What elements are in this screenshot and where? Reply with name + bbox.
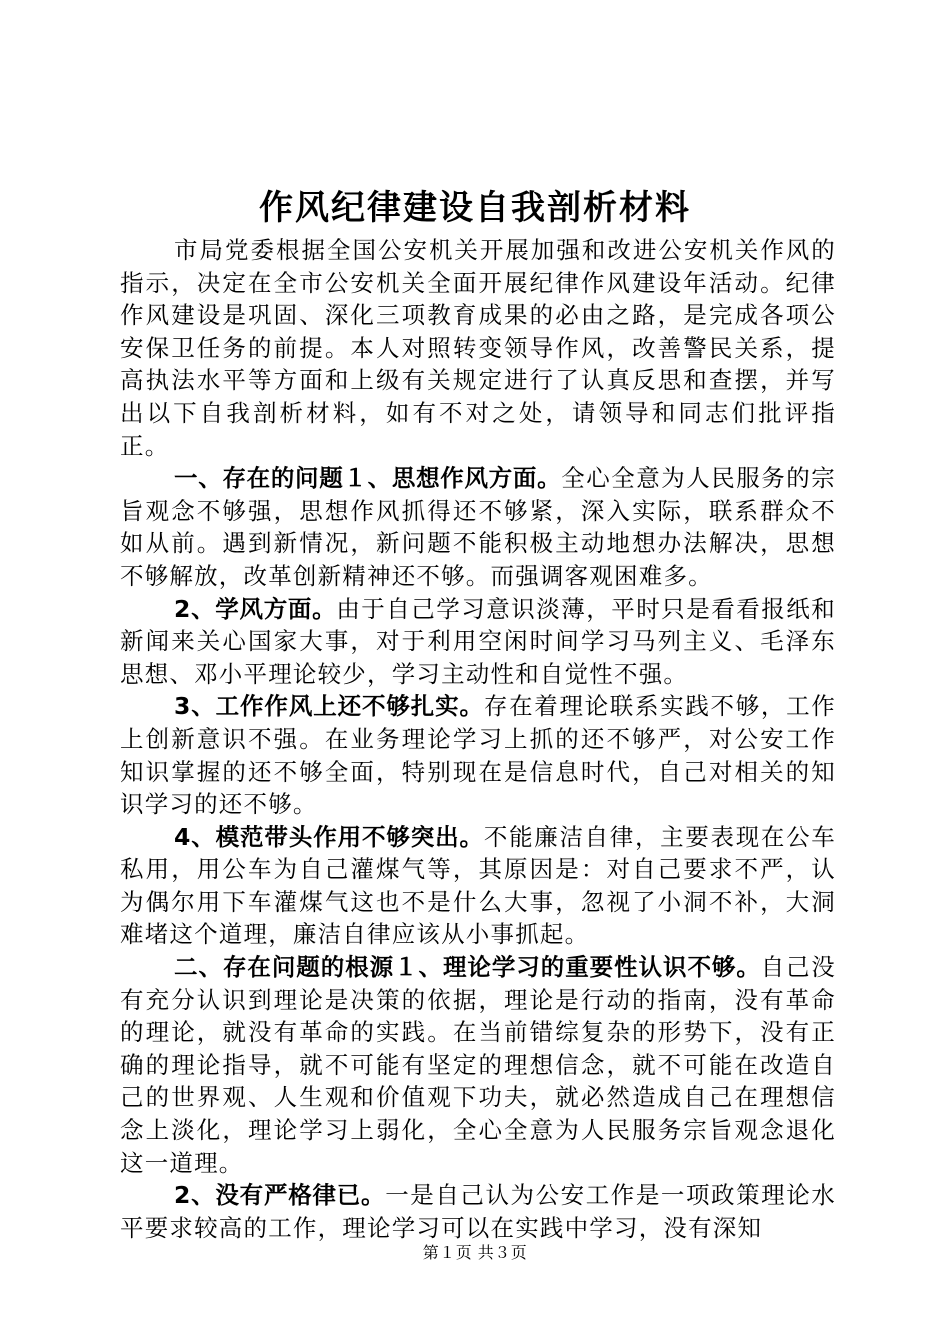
paragraph-text: 由于自己学习意识淡薄，平时只是看看报纸和新闻来关心国家大事，对于利用空闲时间学习马列主义、毛泽东思想、邓小平理论较少，学习主动性和自觉性不强。 <box>120 594 837 688</box>
paragraph-text: 自己没有充分认识到理论是决策的依据，理论是行动的指南，没有革命的理论，就没有革命的实践。在当前错综复杂的形势下，没有正确的理论指导，就不可能有坚定的理想信念，就不可能在改造自己的世界观、人生观和价值观下功夫，就必然造成自己在理想信念上淡化，理论学习上弱化，全心全意为人民服务宗旨观念退化这一道理。 <box>120 953 836 1177</box>
paragraph-problem-4 <box>120 821 836 951</box>
document-title: 作风纪律建设自我剖析材料 <box>259 188 691 228</box>
paragraph-text: 一是自己认为公安工作是一项政策理论水平要求较高的工作，理论学习可以在实践中学习，没有深知 <box>120 1181 836 1242</box>
paragraph-heading: 2、学风方面。 <box>174 594 337 623</box>
paragraph-intro <box>120 234 836 462</box>
paragraph-problem-1 <box>120 462 836 592</box>
paragraph-root-cause-2 <box>120 1179 836 1244</box>
page-footer: 第１页 共３页 <box>422 1243 528 1262</box>
paragraph-heading: 一、存在的问题１、思想作风方面。 <box>174 464 562 493</box>
paragraph-heading: 二、存在问题的根源１、理论学习的重要性认识不够。 <box>174 953 761 982</box>
paragraph-heading: 3、工作作风上还不够扎实。 <box>174 692 484 721</box>
paragraph-text: 存在着理论联系实践不够，工作上创新意识不强。在业务理论学习上抓的还不够严，对公安工作知识掌握的还不够全面，特别现在是信息时代，自己对相关的知识学习的还不够。 <box>120 692 836 819</box>
paragraph-heading: 2、没有严格律已。 <box>174 1181 386 1210</box>
paragraph-problem-3 <box>120 690 836 820</box>
document-body <box>120 234 836 1244</box>
paragraph-root-cause-1 <box>120 951 836 1179</box>
paragraph-text: 不能廉洁自律，主要表现在公车私用，用公车为自己灌煤气等，其原因是：对自己要求不严，认为偶尔用下车灌煤气这也不是什么大事，忽视了小洞不补，大洞难堵这个道理，廉洁自律应该从小事抓起。 <box>120 822 836 949</box>
paragraph-text: 全心全意为人民服务的宗旨观念不够强，思想作风抓得还不够紧，深入实际，联系群众不如从前。遇到新情况，新问题不能积极主动地想办法解决，思想不够解放，改革创新精神还不够。而强调客观困难多。 <box>120 464 836 590</box>
paragraph-heading: 4、模范带头作用不够突出。 <box>174 822 484 851</box>
paragraph-problem-2 <box>120 593 836 691</box>
paragraph-text: 市局党委根据全国公安机关开展加强和改进公安机关作风的指示，决定在全市公安机关全面开展纪律作风建设年活动。纪律作风建设是巩固、深化三项教育成果的必由之路，是完成各项公安保卫任务的前提。本人对照转变领导作风，改善警民关系，提高执法水平等方面和上级有关规定进行了认真反思和查摆，并写出以下自我剖析材料，如有不对之处，请领导和同志们批评指正。 <box>120 236 836 460</box>
